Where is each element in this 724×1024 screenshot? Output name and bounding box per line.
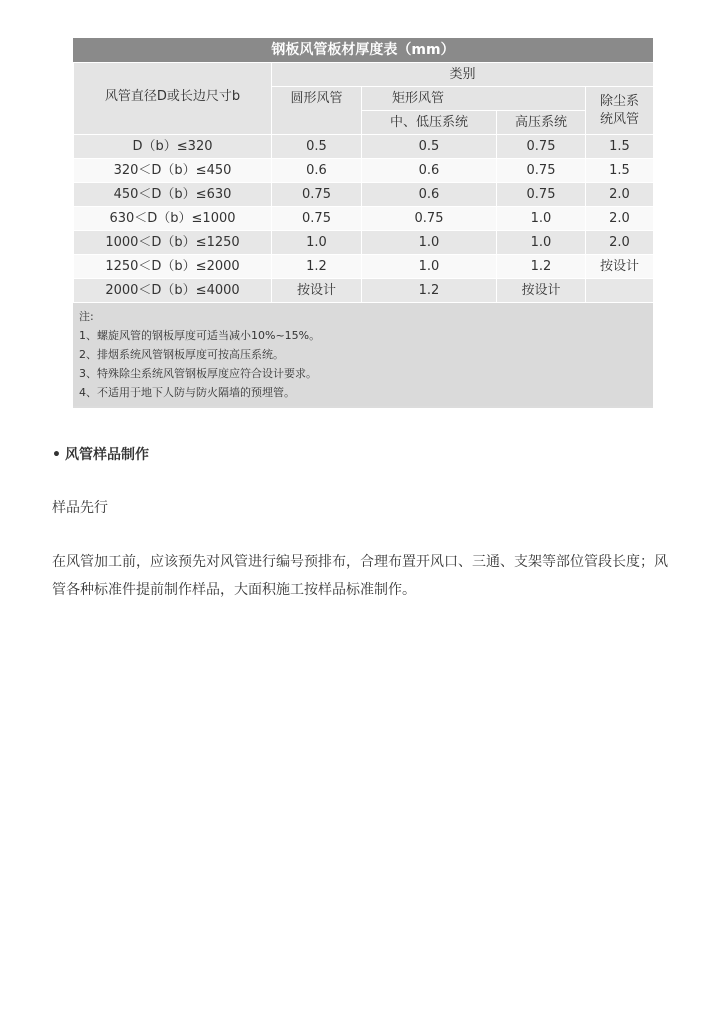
subtitle: 样品先行: [52, 500, 108, 516]
table-row: [74, 207, 654, 231]
cell-dust: 按设计: [586, 255, 654, 279]
cell-high: 0.75: [497, 135, 586, 159]
cell-dust: [586, 279, 654, 303]
header-dust: [586, 87, 654, 135]
cell-dust: 2.0: [586, 207, 654, 231]
thickness-table: [73, 62, 654, 303]
cell-round: 0.75: [272, 207, 362, 231]
cell-round: 0.5: [272, 135, 362, 159]
section-heading: [52, 444, 149, 464]
cell-mid-low: 1.0: [362, 231, 497, 255]
table-row: [74, 135, 654, 159]
cell-mid-low: 1.2: [362, 279, 497, 303]
cell-size: 450＜D（b）≤630: [74, 183, 272, 207]
header-dust-line1: 除尘系: [600, 93, 640, 109]
cell-dust: 2.0: [586, 231, 654, 255]
cell-round: 0.75: [272, 183, 362, 207]
cell-mid-low: 0.5: [362, 135, 497, 159]
header-dimension: 风管直径D或长边尺寸b: [74, 63, 272, 135]
note-item: 1、螺旋风管的钢板厚度可适当减小10%~15%。: [79, 329, 321, 342]
table-row: [74, 255, 654, 279]
bullet-icon: •: [52, 447, 61, 463]
cell-high: 1.2: [497, 255, 586, 279]
table-title: 钢板风管板材厚度表（mm）: [73, 38, 653, 62]
cell-mid-low: 0.6: [362, 183, 497, 207]
section-title: 风管样品制作: [64, 447, 149, 463]
header-rect: 矩形风管: [362, 87, 586, 111]
cell-size: 1000＜D（b）≤1250: [74, 231, 272, 255]
cell-round: 0.6: [272, 159, 362, 183]
header-round: 圆形风管: [272, 87, 362, 135]
header-row-1: [74, 63, 654, 87]
cell-mid-low: 1.0: [362, 255, 497, 279]
header-dust-line2: 统风管: [600, 111, 640, 127]
cell-size: 630＜D（b）≤1000: [74, 207, 272, 231]
body-paragraph: 在风管加工前，应该预先对风管进行编号预排布，合理布置开风口、三通、支架等部位管段长度；风管各种标准件提前制作样品，大面积施工按样品标准制作。: [52, 554, 668, 598]
cell-round: 1.2: [272, 255, 362, 279]
table-row: [74, 231, 654, 255]
note-item: 4、不适用于地下人防与防火隔墙的预埋管。: [79, 386, 295, 399]
cell-size: 2000＜D（b）≤4000: [74, 279, 272, 303]
thickness-table-figure: [73, 38, 653, 408]
cell-high: 1.0: [497, 231, 586, 255]
table-row: [74, 159, 654, 183]
cell-size: 320＜D（b）≤450: [74, 159, 272, 183]
header-mid-low: 中、低压系统: [362, 111, 497, 135]
cell-high: 按设计: [497, 279, 586, 303]
cell-round: 1.0: [272, 231, 362, 255]
cell-dust: 1.5: [586, 159, 654, 183]
header-category: 类别: [272, 63, 654, 87]
cell-round: 按设计: [272, 279, 362, 303]
note-item: 2、排烟系统风管钢板厚度可按高压系统。: [79, 348, 284, 361]
cell-dust: 2.0: [586, 183, 654, 207]
cell-high: 0.75: [497, 183, 586, 207]
table-row: [74, 183, 654, 207]
table-notes: [73, 303, 653, 406]
cell-size: 1250＜D（b）≤2000: [74, 255, 272, 279]
cell-mid-low: 0.75: [362, 207, 497, 231]
note-item: 3、特殊除尘系统风管钢板厚度应符合设计要求。: [79, 367, 317, 380]
header-high: 高压系统: [497, 111, 586, 135]
cell-size: D（b）≤320: [74, 135, 272, 159]
note-heading: 注:: [79, 310, 94, 323]
cell-high: 1.0: [497, 207, 586, 231]
table-row: [74, 279, 654, 303]
cell-dust: 1.5: [586, 135, 654, 159]
cell-high: 0.75: [497, 159, 586, 183]
cell-mid-low: 0.6: [362, 159, 497, 183]
